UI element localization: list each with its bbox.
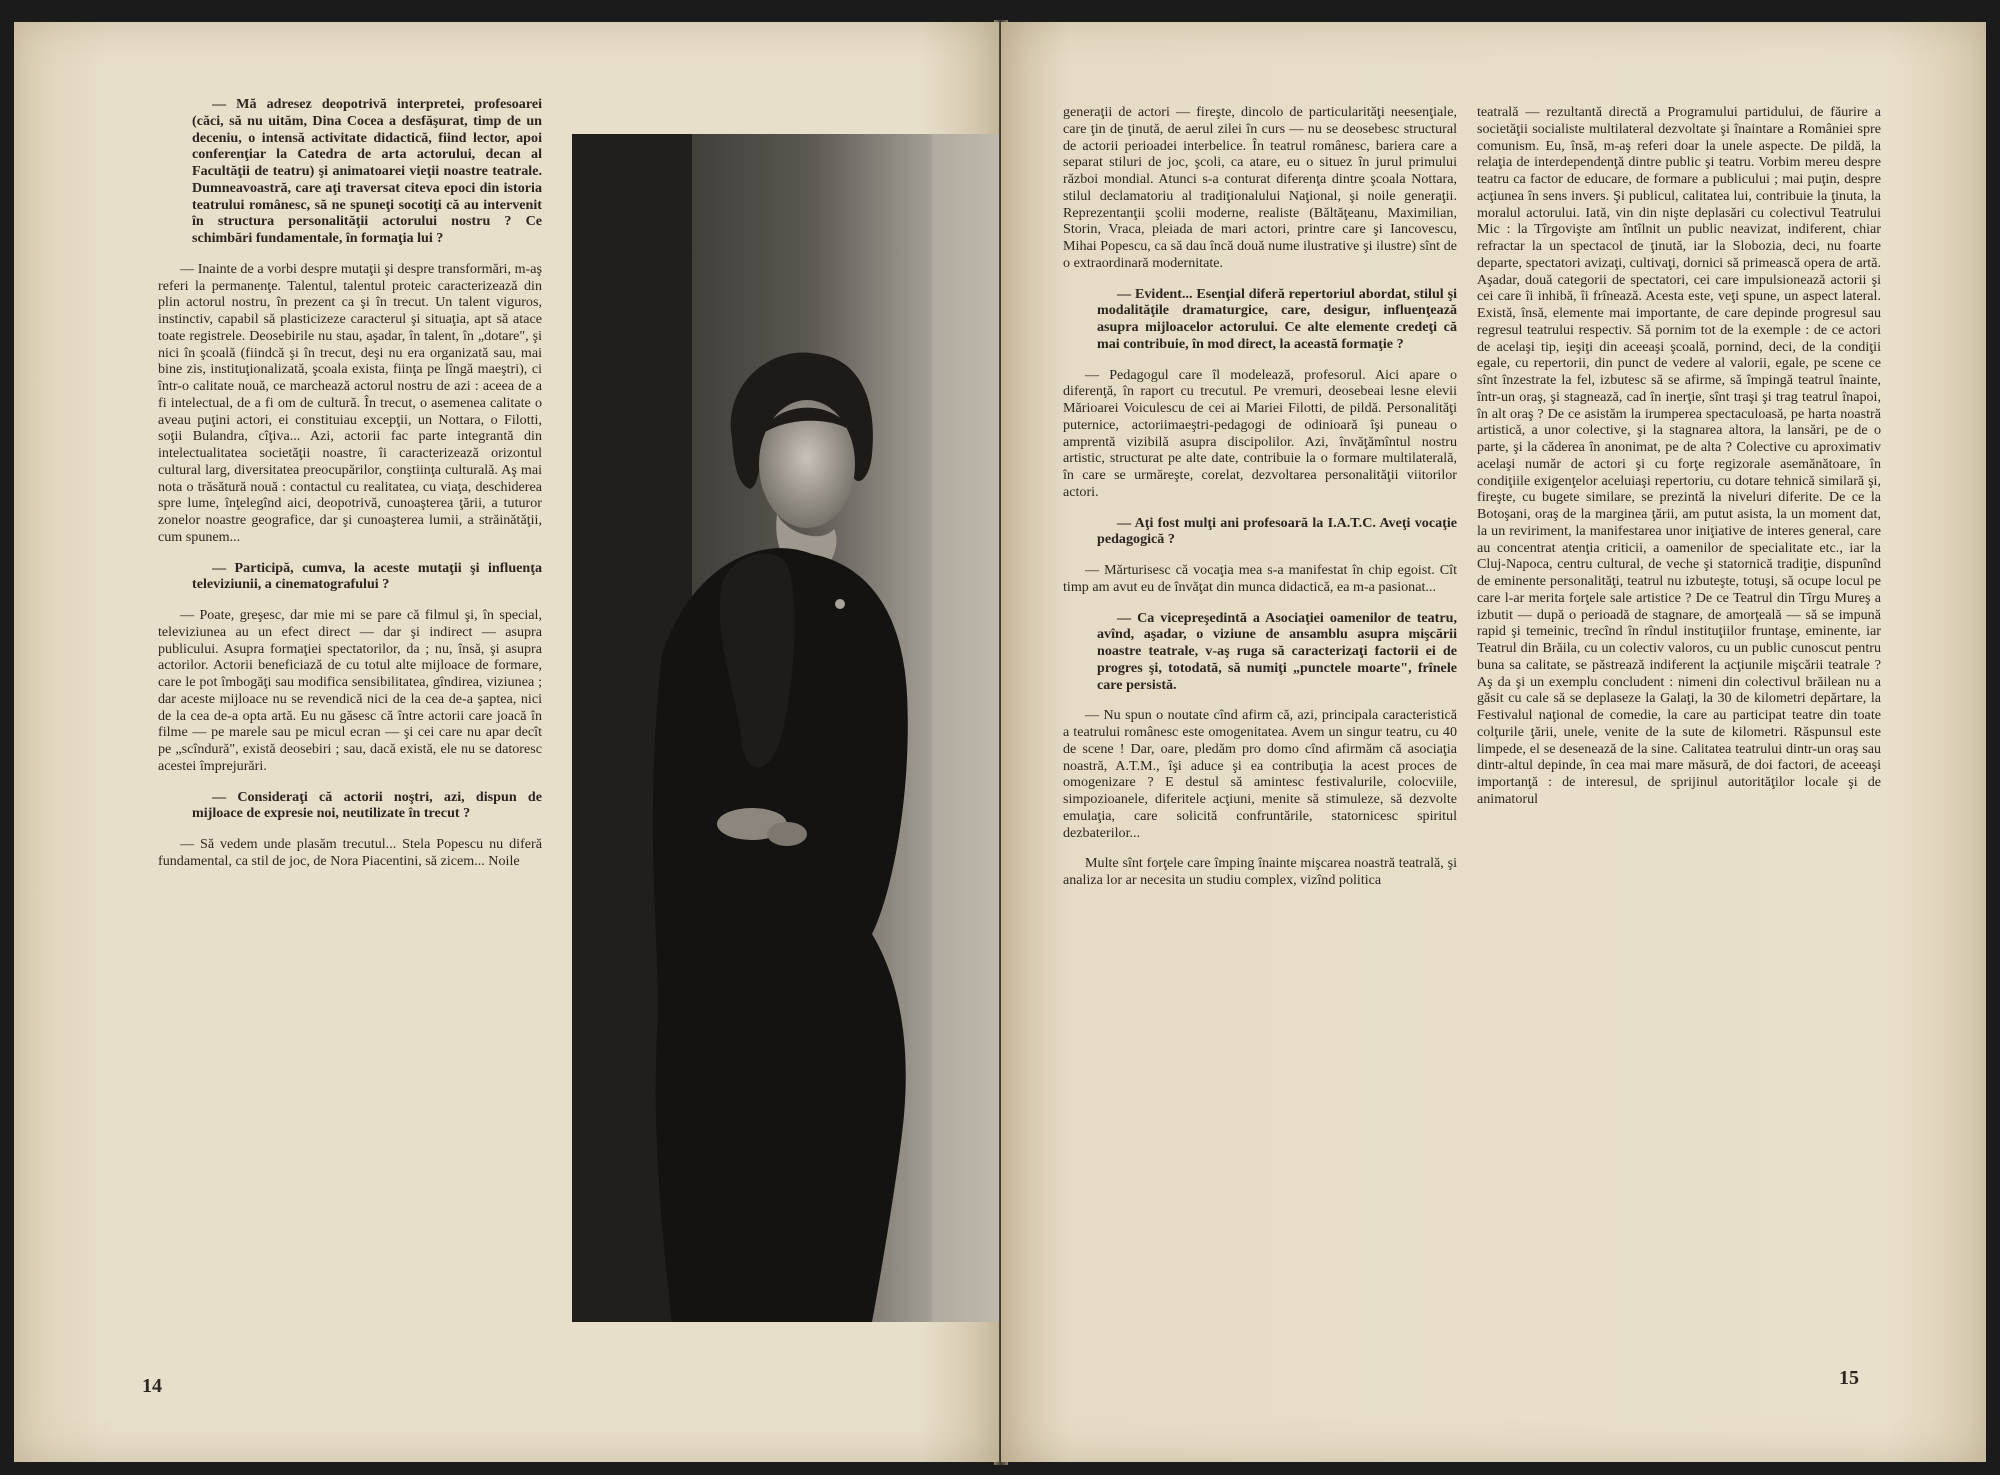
interview-answer: — Poate, greşesc, dar mie mi se pare că filmul şi, în special, televiziunea au un efect direct — dar şi indirect — asupra publicului. Asupra formaţiei spectatorilor, da ; nu, însă, şi asupra actorilor. Actorii beneficiază de cu totul alte mijloace de formare, care le pot îmbogăţi sau modifica sensibilitatea, gîndirea, viziunea ; dar aceste mijloace nu se revendică nici de la cea de-a şaptea, nici de la cea de-a opta artă. Eu nu găsesc că între actorii care joacă în filme — pe marele sau pe micul ecran — şi cei care nu apar decît pe „scîndură", există deosebiri ; sau, dacă există, ele nu se datoresc acestei împrejurări. bbox=[158, 607, 542, 774]
interview-question: — Participă, cumva, la aceste mutaţii şi influenţa televiziunii, a cinematografului ? bbox=[192, 559, 542, 593]
page-number-left: 14 bbox=[142, 1375, 162, 1397]
continued-paragraph: teatrală — rezultantă directă a Programului partidului, de făurire a societăţii socialiste multilateral dezvoltate şi înaintare a României spre comunism. Eu, însă, m-aş referi doar la unele aspecte. De pildă, la relaţia de interdependenţă dintre public şi teatru. Vorbim mereu despre teatru ca factor de educare, de formare a publicului ; mai puţin, despre acţiunea în sens invers. Şi publicul, calitatea lui, contribuie la ţinuta, la moralul actorului. Iată, vin din nişte deplasări cu colectivul Teatrului Mic : la Tîrgovişte am întîlnit un public neavizat, indiferent, chiar refractar la un spectacol de ţinută, iar la Slobozia, deci, nu foarte departe, spectatori avizaţi, cultivaţi, dornici să primească opera de artă. Aşadar, două categorii de spectatori, cei care impulsionează actorii şi cei care îi inhibă, îi frînează. Acesta este, veţi spune, un aspect lateral. Există, însă, elemente mai importante, de care depinde progresul sau regresul teatrului respectiv. Să pornim tot de la exemple : de ce actori de acelaşi tip, ieşiţi din aceeaşi şcoală, pornind, deci, de la condiţii egale, cu repertorii, din punct de vedere al valorii, egale, pe scene ce sînt înzestrate la fel, izbutesc să se afirme, să împingă teatrul înainte, într-un oraş, şi stagnează, cad în inerţie, sînt traşi şi trag teatrul înapoi, în alt oraş ? De ce asistăm la irumperea spectaculoasă, pe harta noastră artistică, a unor colective, şi la stagnarea altora, la lansări, pe de o parte, şi la căderea în anonimat, pe de alta ? Colective cu aproximativ acelaşi număr de actori şi cu forţe regizorale asemănătoare, în condiţiile exigenţelor aceluiaşi repertoriu, cu dotare tehnică similară şi, fireşte, cu bugete similare, se prezintă la niveluri diferite. De ce la Botoşani, oraş de la marginea ţării, am putut asista, la un moment dat, la un reviriment, la manifestarea unor iniţiative de interes general, care au concentrat atenţia criticii, a oamenilor de specialitate etc., iar la Cluj-Napoca, centru cultural, de veche şi statornică tradiţie, dispunînd de eminente personalităţi, teatrul nu izbuteşte, totuşi, să ocupe locul pe care l-ar merita forţele sale artistice ? De ce Teatrul din Tîrgu Mureş a izbutit — după o perioadă de stagnare, de amorţeală — să se impună rapid şi temeinic, trecînd în rîndul instituţiilor fruntaşe, eminente, iar Teatrul din Brăila, cu un colectiv valoros, cu un public cunoscut pentru buna sa calitate, se păstrează indiferent la acţiunile mişcării teatrale ? Aş da şi un exemplu concludent : nimeni din colectivul brăilean nu a găsit cu cale să se deplaseze la Galaţi, la 30 de kilometri depărtare, la Festivalul naţional de comedie, la care au participat teatre din toate colţurile ţării, unele, venite de la sute de kilometri. Răspunsul este limpede, el se desenează de la sine. Calitatea teatrului dintr-un oraş sau dintr-altul depinde, în cea mai mare măsură, de doi factori, de aceeaşi importanţă : de interesul, de sprijinul autorităţilor locale şi de animatorul bbox=[1477, 104, 1881, 807]
interview-question: — Mă adresez deopotrivă interpretei, profesoarei (căci, să nu uităm, Dina Cocea a desfăşurat, timp de un deceniu, o intensă activitate didactică, fiind lector, apoi conferenţiar la Catedra de arta actorului, decan al Facultăţii de teatru) şi animatoarei vieţii noastre teatrale. Dumneavoastră, care aţi traversat citeva epoci din istoria teatrului românesc, să ne spuneţi socotiţi că au intervenit în structura personalităţii actorului nostru ? Ce schimbări fundamentale, în formaţia lui ? bbox=[192, 96, 542, 246]
continued-paragraph: generaţii de actori — fireşte, dincolo de particularităţi neesenţiale, care ţin de ţinută, de aerul zilei în curs — nu se deosebesc structural de actorii perioadei interbelice. În teatrul românesc, bariera care a separat stiluri de joc, şcoli, ca atare, eu o situez în jurul primului război mondial. Atunci s-a conturat diferenţa dintre şcoala Nottara, stilul declamatoriu al tradiţionalului Naţional, şi noile generaţii. Reprezentanţii şcolii moderne, realiste (Băltăţeanu, Maximilian, Storin, Vraca, pleiada de mari actori, printre care şi Iancovescu, Mihai Popescu, ca să dau încă două nume ilustrative şi ilustre) sînt de o extraordinară modernitate. bbox=[1063, 104, 1457, 271]
interview-answer: Multe sînt forţele care împing înainte mişcarea noastră teatrală, şi analiza lor ar necesita un studiu complex, vizînd politica bbox=[1063, 855, 1457, 888]
interview-question: — Ca vicepreşedintă a Asociaţiei oamenilor de teatru, avînd, aşadar, o viziune de ansamblu asupra mişcării noastre teatrale, v-aş ruga să caracterizaţi factorii ei de progres şi, totodată, să numiţi „punctele moarte", frînele care persistă. bbox=[1097, 609, 1457, 693]
right-text-column-2 bbox=[1477, 104, 1881, 1404]
left-page bbox=[14, 22, 999, 1462]
interview-question: — Aţi fost mulţi ani profesoară la I.A.T.C. Aveţi vocaţie pedagogică ? bbox=[1097, 514, 1457, 548]
interview-answer: — Să vedem unde plasăm trecutul... Stela Popescu nu diferă fundamental, ca stil de joc, de Nora Piacentini, să zicem... Noile bbox=[158, 836, 542, 869]
interview-answer: — Nu spun o noutate cînd afirm că, azi, principala caracteristică a teatrului românesc este omogenitatea. Avem un singur teatru, cu 40 de scene ! Dar, oare, pledăm pro domo cînd afirmăm că asociaţia noastră, A.T.M., îşi aduce şi ea contribuţia la acest proces de omogenizare ? E destul să amintesc festivalurile, colocviile, simpozioanele, diferitele acţiuni, menite să stimuleze, să dezvolte emulaţia, care solicită confruntările, statornicesc spiritul dezbaterilor... bbox=[1063, 707, 1457, 841]
interview-answer: — Pedagogul care îl modelează, profesorul. Aici apare o diferenţă, în raport cu trecutul. Pe vremuri, deosebeai lesne elevii Mărioarei Voiculescu de cei ai Mariei Filotti, de pildă. Personalităţi puternice, actoriimaeştri-pedagogi de odinioară îşi puneau o amprentă vizibilă asupra discipolilor. Azi, învăţămîntul nostru artistic, structurat pe alte date, contribuie la o formare multilaterală, în care se urmăreşte, corelat, dezvoltarea personalităţii viitorilor actori. bbox=[1063, 366, 1457, 500]
interview-answer: — Mărturisesc că vocaţia mea s-a manifestat în chip egoist. Cît timp am avut eu de învăţat din munca didactică, ea m-a pasionat... bbox=[1063, 562, 1457, 595]
interview-answer: — Inainte de a vorbi despre mutaţii şi despre transformări, m-aş referi la permanenţe. Talentul, talentul proteic caracterizează din plin actorul nostru, în prezent ca şi în trecut. Un talent viguros, instinctiv, capabil să plasticizeze caracterul şi situaţia, apt să atace toate registrele. Deosebirile nu stau, aşadar, în talent, în „dotare", şi nici în şcoală (fiindcă şi în trecut, deşi nu era organizată sau, mai bine zis, instituţionalizată, şcoala exista, fiinţa pe lîngă maeştri), ci într-o calitate nouă, ce marchează actorul nostru de azi : aceea de a fi intelectual, de a fi om de cultură. În trecut, o asemenea calitate o aveau puţini actori, ei constituiau excepţii, un Nottara, o Filotti, soţii Bulandra, cîţiva... Azi, actorii fac parte integrantă din intelectualitatea societăţii noastre, îi caracterizează orizontul cultural larg, diversitatea preocupărilor, conştiinţa culturală. Aş mai nota o trăsătură nouă : contactul cu realitatea, cu viaţa, deschiderea spre lume, înţelegînd aici, deopotrivă, cunoaşterea ţării, a tuturor zonelor noastre geografice, dar şi cunoaşterea lumii, a străinătăţii, cum spunem... bbox=[158, 260, 542, 545]
left-text-column bbox=[158, 96, 542, 1396]
portrait-photo-icon bbox=[572, 134, 999, 1322]
page-number-right: 15 bbox=[1839, 1367, 1859, 1389]
right-page bbox=[1001, 22, 1986, 1462]
right-text-column-1 bbox=[1063, 104, 1457, 1404]
interview-question: — Consideraţi că actorii noştri, azi, dispun de mijloace de expresie noi, neutilizate în trecut ? bbox=[192, 788, 542, 822]
interview-question: — Evident... Esenţial diferă repertoriul abordat, stilul şi modalităţile dramaturgice, care, desigur, influenţează asupra mijloacelor actorului. Ce alte elemente credeţi că mai contribuie, în mod direct, la această formaţie ? bbox=[1097, 285, 1457, 352]
